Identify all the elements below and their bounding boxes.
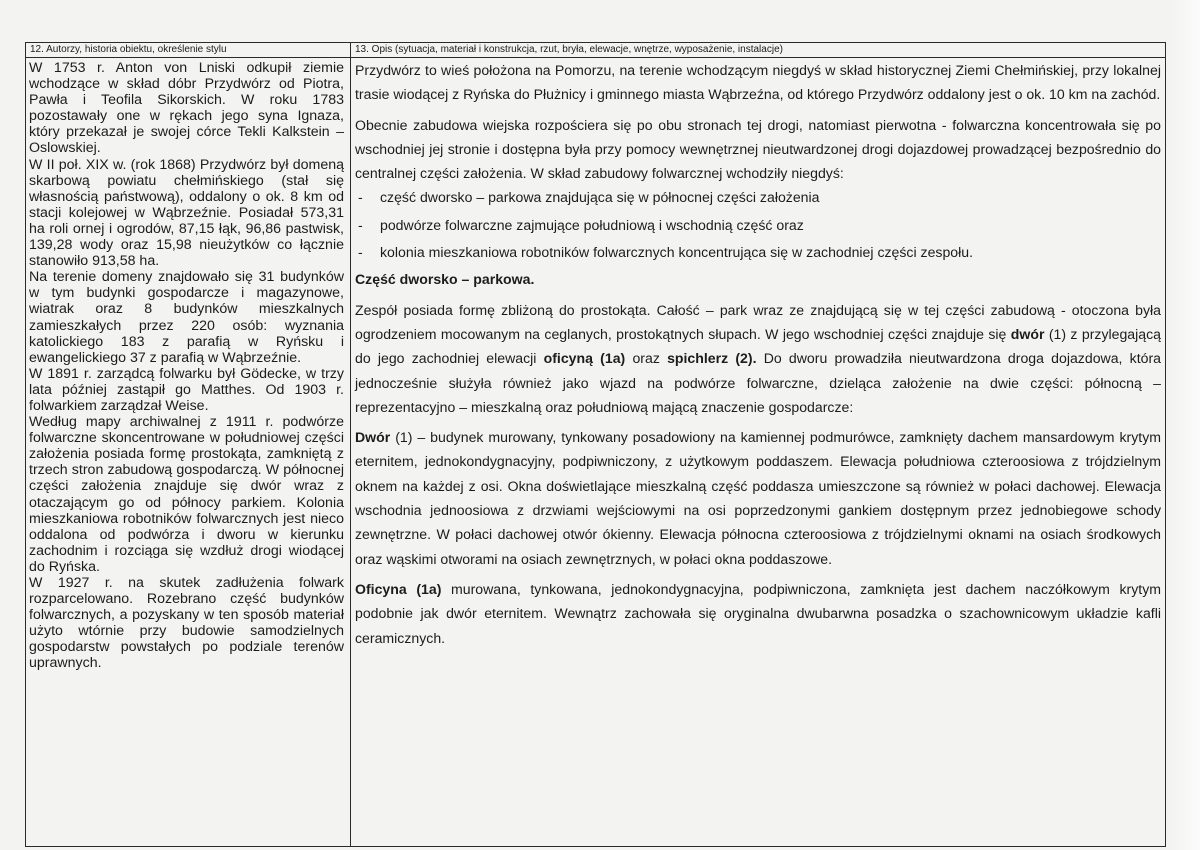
text-run: murowana, tynkowana, jednokondygnacyjna, podpiwniczona, zamknięta jest dachem naczółkowym krytym podobnie jak dwór eternitem. Wewnątrz zachowała się oryginalna dwubarwna posadzka o szachownicowym układzie kafli ceramicznych. (355, 580, 1161, 646)
history-column (26, 58, 351, 847)
scan-edge (1170, 0, 1200, 850)
text-run: Zespół posiada formę zbliżoną do prostokąta. Całość – park wraz ze znajdującą się w tej części zabudową - otoczona była ogrodzeniem mocowanym na ceglanych, prostokątnych słupach. W jego wschodniej części znajduje się (355, 301, 1161, 342)
list-item: - podwórze folwarczne zajmujące południową i wschodnią część oraz (355, 213, 1161, 237)
description-column (351, 58, 1166, 847)
list-item: - kolonia mieszkaniowa robotników folwarcznych koncentrująca się w zachodniej części zespołu. (355, 240, 1161, 264)
bold-term: oficyną (543, 350, 593, 367)
description-paragraph-1: Przydwórz to wieś położona na Pomorzu, na terenie wchodzącym niegdyś w skład historycznej Ziemi Chełmińskiej, przy lokalnej trasie wiodącej z Ryńska do Płużnicy i gminnego miasta Wąbrzeźna, od którego Przydwórz oddalony jest o ok. 10 km na zachód. (355, 62, 1161, 103)
document-sheet (25, 42, 1165, 842)
bold-term: (1a) (406, 580, 452, 597)
text-run: Do dworu prowadziła nieutwardzona droga dojazdowa, która jednocześnie służyła również jako wjazd na podwórze folwarczne, dzieląca założenie na dwie części: północną – reprezentacyjno – mieszkalną oraz południową mającą znaczenie gospodarcze: (355, 350, 1161, 415)
list-item: - część dworsko – parkowa znajdująca się w północnej części założenia (355, 185, 1161, 209)
history-paragraph-1: W 1753 r. Anton von Lniski odkupił ziemie wchodzące w skład dóbr Przydwórz od Piotra, Pawła i Teofila Sikorskich. W roku 1783 pozostawały one w rękach jego syna Ignaza, który przekazał je swojej córce Tekli Kalkstein – Oslowskiej. (29, 60, 344, 157)
bold-term: spichlerz (2). (667, 350, 757, 367)
bold-term: Dwór (355, 429, 391, 446)
bold-term: Oficyna (355, 580, 407, 597)
record-card-table (25, 42, 1166, 847)
text-run: oraz (625, 350, 668, 367)
description-paragraph-4 (355, 425, 1161, 571)
complex-parts-list (355, 185, 1161, 264)
history-paragraph-3: Na terenie domeny znajdowało się 31 budynków w tym budynki gospodarcze i magazynowe, wiatrak oraz 8 budynków mieszkalnych zamieszkałych przez 220 osób: wyznania katolickiego 183 z parafią w Ryńsku i ewangelickiego 37 z parafią w Wąbrzeźnie. (29, 269, 344, 366)
history-paragraph-4: W 1891 r. zarządcą folwarku był Gödecke, w trzy lata później zastąpił go Matthes. Od 1903 r. folwarkiem zarządzał Weise. (29, 365, 344, 414)
section-13-header: 13. Opis (sytuacja, materiał i konstrukcja, rzut, bryła, elewacje, wnętrze, wyposażenie, instalacje) (351, 43, 1166, 58)
text-run: (1) z przylegającą do jego zachodniej elewacji (355, 325, 1161, 367)
section-12-header: 12. Autorzy, historia obiektu, określenie stylu (26, 43, 351, 58)
bold-term: dwór (1010, 325, 1045, 342)
section-heading-manor-park: Część dworsko – parkowa. (355, 271, 535, 288)
text-run: (1) – (390, 429, 431, 446)
history-paragraph-6: W 1927 r. na skutek zadłużenia folwark rozparcelowano. Rozebrano część budynków folwarcznych, a pozyskany w ten sposób materiał użyto wtórnie przy budowie samodzielnych gospodarstw powstałych po podziale terenów uprawnych. (29, 575, 344, 672)
text-run: budynek murowany, tynkowany posadowiony na kamiennej podmurówce, zamknięty dachem mansardowym krytym eternitem, jednokondygnacyjny, podpiwniczony, z użytkowym poddaszem. Elewacja południowa czteroosiowa z trójdzielnym oknem na każdej z osi. Okna doświetlające mieszkalną część poddasza umieszczone są również w połaci dachowej. Elewacja wschodnia jednoosiowa z drzwiami wejściowymi na osi poprzedzonymi gankiem dostępnym przez jednobiegowe schody zewnętrzne. W połaci dachowej otwór ókienny. Elewacja północna czteroosiowa z trójdzielnymi oknami na osiach środkowych oraz wąskimi otworami na osiach zewnętrznych, w połaci okna poddaszowe. (355, 429, 1161, 567)
bold-term: (1a) (600, 350, 626, 367)
description-paragraph-3 (355, 298, 1161, 419)
history-paragraph-2: W II poł. XIX w. (rok 1868) Przydwórz był domeną skarbową powiatu chełmińskiego (stał się własnością państwową), oddalony o ok. 8 km od stacji kolejowej w Wąbrzeźnie. Posiadał 573,31 ha roli ornej i ogrodów, 87,15 łąk, 96,86 pastwisk, 139,28 wody oraz 15,98 nieużytków co łącznie stanowiło 913,58 ha. (29, 156, 344, 270)
description-paragraph-2: Obecnie zabudowa wiejska rozpościera się po obu stronach tej drogi, natomiast pierwotna - folwarczna koncentrowała się po wschodniej jej stronie i dostępna była przy pomocy wewnętrznej nieutwardzonej drogi dojazdowej prowadzącej bezpośrednio do centralnej części założenia. W skład zabudowy folwarcznej wchodziły niegdyś: (355, 116, 1161, 182)
history-paragraph-5: Według mapy archiwalnej z 1911 r. podwórze folwarczne skoncentrowane w południowej części założenia posiada formę prostokąta, zamkniętą z trzech stron zabudową gospodarczą. W północnej części założenia znajduje się dwór wraz z otaczającym go od północy parkiem. Kolonia mieszkaniowa robotników folwarcznych jest nieco oddalona od podwórza i dworu w kierunku zachodnim i rozciąga się wzdłuż drogi wiodącej do Ryńska. (29, 414, 344, 575)
description-paragraph-5 (355, 577, 1161, 650)
